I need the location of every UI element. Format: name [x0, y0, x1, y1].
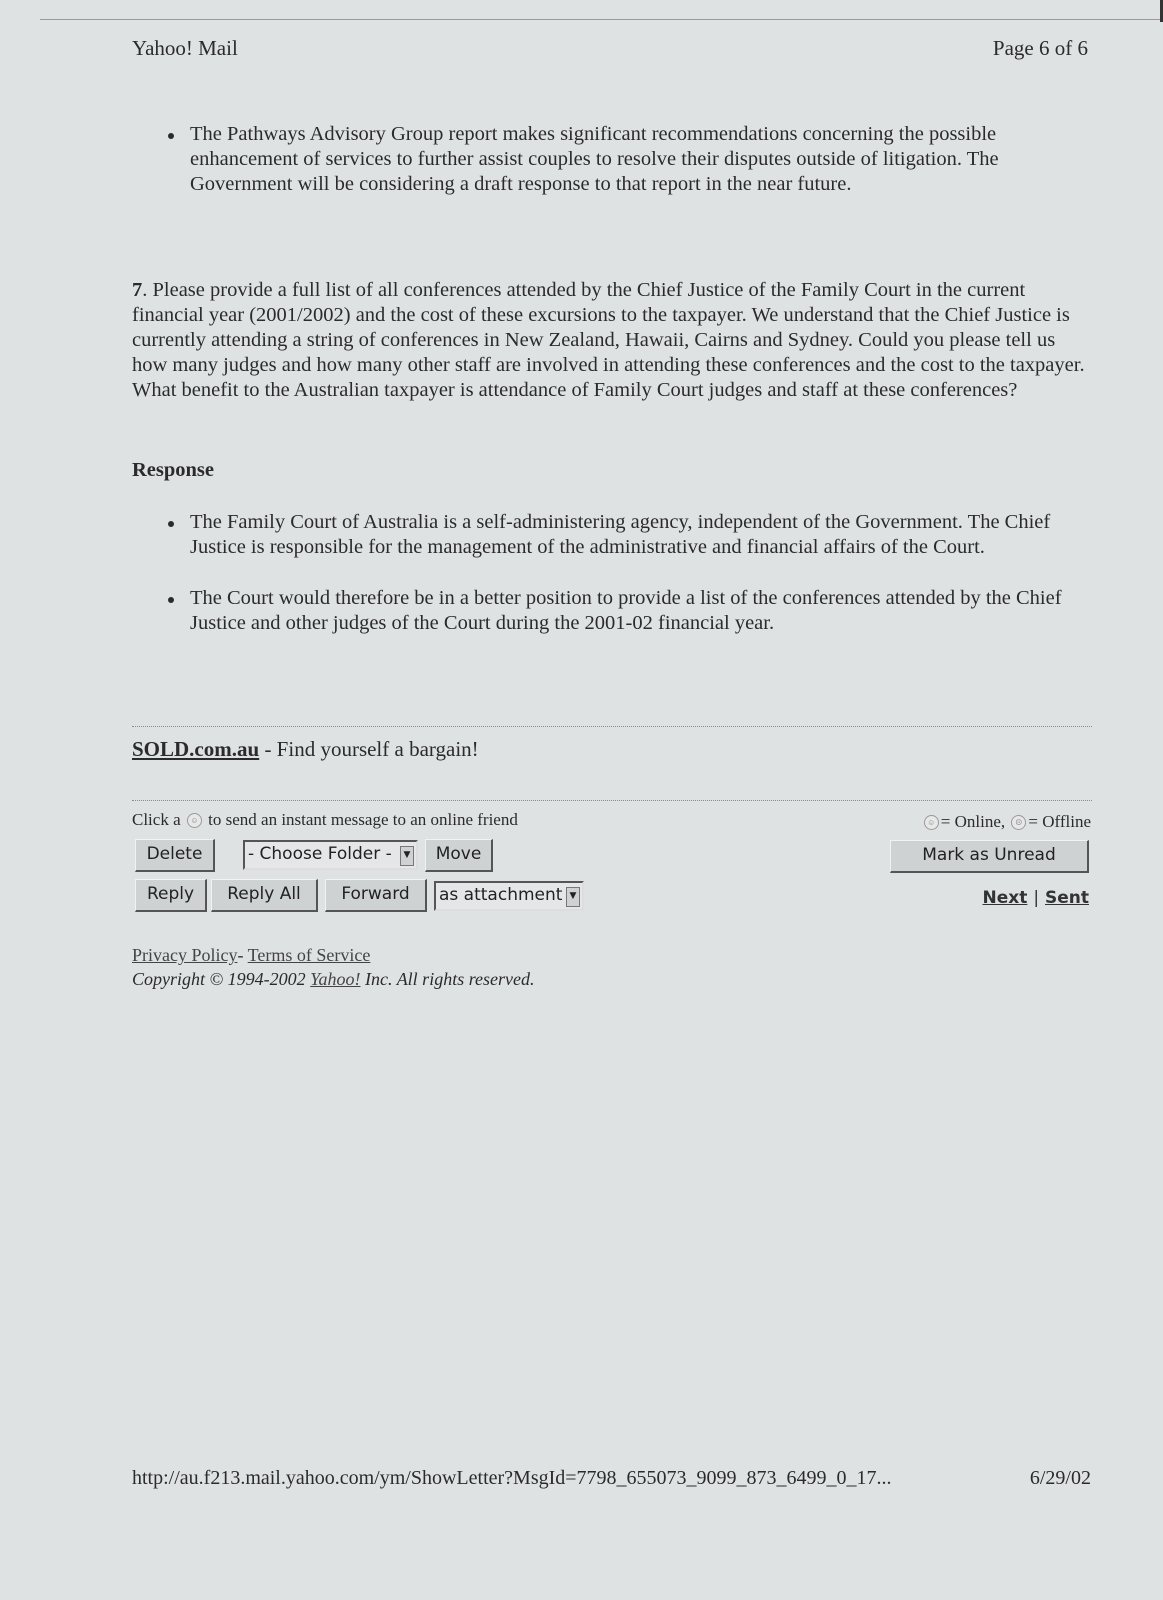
privacy-policy-link[interactable]: Privacy Policy [132, 945, 238, 965]
ad-tagline: - Find yourself a bargain! [259, 737, 479, 761]
ad-banner [132, 737, 479, 762]
offline-label: = Offline [1028, 812, 1091, 831]
app-title: Yahoo! Mail [132, 36, 238, 60]
forward-mode-select[interactable] [434, 881, 584, 911]
divider-top [132, 726, 1092, 727]
page-indicator: Page 6 of 6 [992, 36, 1088, 60]
question-text: . Please provide a full list of all conferences attended by the Chief Justice of the Family Court in the current financial year (2001/2002) and the cost of these excursions to the taxpayer. We understand that the Chief Justice is currently attending a string of conferences in New Zealand, Hawaii, Cairns and Sydney. Could you please tell us how many judges and how many other staff are involved in attending these conferences and the cost to the taxpayer. What benefit to the Australian taxpayer is attendance of Family Court judges and staff at these conferences? [132, 279, 1085, 401]
copyright-suffix: Inc. All rights reserved. [360, 969, 535, 989]
status-legend [922, 812, 1091, 832]
print-url: http://au.f213.mail.yahoo.com/ym/ShowLetter?MsgId=7798_655073_9099_873_6499_0_17... [132, 1467, 892, 1489]
response-bullet-1: The Family Court of Australia is a self-administering agency, independent of the Government. The Chief Justice is responsible for the management of the administrative and financial affairs of the Court. [132, 510, 1092, 560]
footer-links [132, 945, 370, 966]
im-note-prefix: Click a [132, 810, 181, 829]
move-button[interactable]: Move [425, 839, 493, 872]
bullet-item: The Pathways Advisory Group report makes significant recommendations concerning the possible enhancement of services to further assist couples to resolve their disputes outside of litigation. The Government will be considering a draft response to that report in the near future. [132, 122, 1092, 197]
mark-unread-button[interactable]: Mark as Unread [890, 840, 1089, 873]
copyright-prefix: Copyright © 1994-2002 [132, 969, 311, 989]
online-smiley-icon: ☺ [187, 813, 202, 828]
nav-separator: | [1033, 888, 1040, 908]
copyright [132, 969, 535, 990]
reply-all-button[interactable]: Reply All [211, 879, 318, 912]
im-note-suffix: to send an instant message to an online friend [208, 810, 518, 829]
sold-link[interactable]: SOLD.com.au [132, 737, 260, 761]
terms-of-service-link[interactable]: Terms of Service [247, 945, 371, 965]
sent-link[interactable]: Sent [1044, 888, 1089, 908]
online-smiley-icon: ☺ [924, 815, 939, 830]
im-note [132, 810, 518, 830]
print-date: 6/29/02 [1029, 1467, 1091, 1489]
response-bullets [132, 510, 1092, 636]
message-nav [983, 888, 1089, 908]
next-link[interactable]: Next [982, 888, 1028, 908]
response-bullet-2: The Court would therefore be in a better position to provide a list of the conferences attended by the Chief Justice and other judges of the Court during the 2001-02 financial year. [132, 586, 1092, 636]
folder-select-value: - Choose Folder - [248, 844, 392, 864]
page-top-rule [40, 19, 1163, 20]
forward-mode-value: as attachment [439, 885, 563, 905]
response-heading: Response [132, 459, 215, 481]
chevron-down-icon[interactable]: ▼ [566, 887, 580, 907]
reply-button[interactable]: Reply [135, 879, 207, 912]
delete-button[interactable]: Delete [135, 839, 215, 872]
bullet-section-1 [132, 122, 1092, 197]
chevron-down-icon[interactable]: ▼ [400, 846, 414, 866]
question-7 [132, 278, 1092, 403]
folder-select[interactable] [243, 840, 418, 870]
forward-button[interactable]: Forward [325, 879, 427, 912]
question-number: 7 [132, 279, 143, 301]
footer-dash: - [237, 945, 248, 965]
divider-bottom [132, 800, 1092, 801]
offline-smiley-icon: ☹ [1011, 815, 1026, 830]
yahoo-link[interactable]: Yahoo! [310, 969, 361, 989]
online-label: = Online, [940, 812, 1006, 831]
